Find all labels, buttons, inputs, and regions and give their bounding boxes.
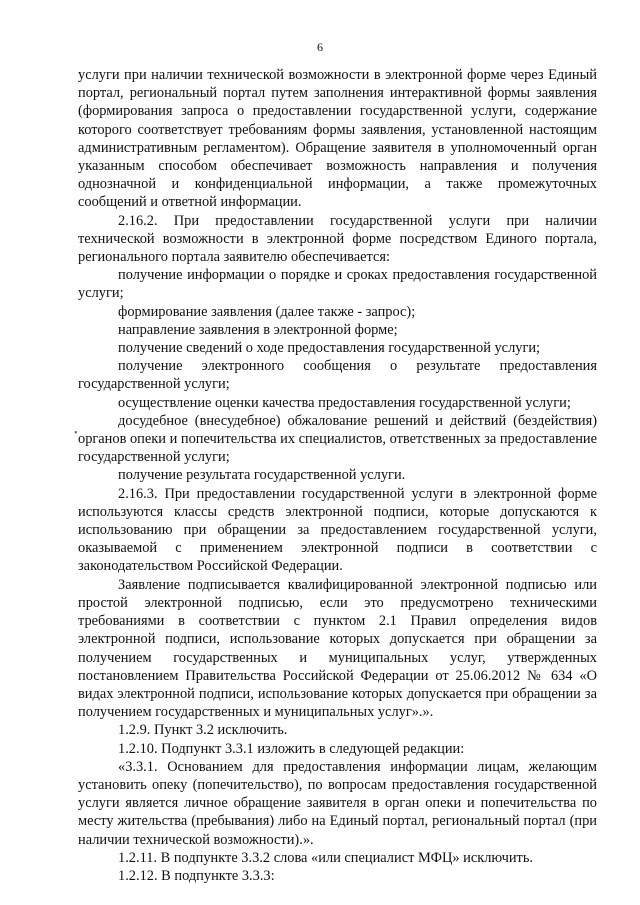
list-item: получение сведений о ходе предоставления государственной услуги; [118, 340, 541, 357]
paragraph: 2.16.3. При предоставлении государственной услуги в электронной форме используются классы средств электронной подписи, которые допускаются к использованию при обращении за предоставлением государственной услуги, оказываемой с применением электронной подписи в соответствии с законодательством Российской Федерации. [78, 485, 597, 575]
list-item: получение электронного сообщения о результате предоставления государственной услуги; [78, 358, 597, 393]
document-body [78, 66, 597, 885]
page-number: 6 [317, 40, 323, 54]
paragraph: 1.2.10. Подпункт 3.3.1 изложить в следующей редакции: [118, 740, 465, 757]
paragraph: 1.2.9. Пункт 3.2 исключить. [118, 722, 288, 739]
paragraph: «3.3.1. Основанием для предоставления информации лицам, желающим установить опеку (попечительство), по вопросам предоставления государственной услуги является личное обращение заявителя в орган опеки и попечительства по месту жительства (пребывания) либо на Единый портал, региональный портал (при наличии технической возможности).». [78, 758, 597, 848]
list-item: осуществление оценки качества предоставления государственной услуги; [118, 394, 571, 411]
list-item: получение информации о порядке и сроках предоставления государственной услуги; [78, 267, 597, 302]
list-item: досудебное (внесудебное) обжалование решений и действий (бездействия) органов опеки и попечительства их специалистов, ответственных за предоставление государственной услуги; [78, 412, 597, 466]
margin-mark: • [74, 428, 78, 439]
paragraph: 1.2.11. В подпункте 3.3.2 слова «или специалист МФЦ» исключить. [118, 849, 533, 866]
list-item: получение результата государственной услуги. [118, 467, 406, 484]
list-item: формирование заявления (далее также - запрос); [118, 303, 416, 320]
paragraph: 1.2.12. В подпункте 3.3.3: [118, 867, 275, 884]
paragraph: 2.16.2. При предоставлении государственной услуги при наличии технической возможности в электронной форме посредством Единого портала, регионального портала заявителю обеспечивается: [78, 212, 597, 266]
paragraph: услуги при наличии технической возможности в электронной форме через Единый портал, региональный портал путем заполнения интерактивной формы заявления (формирования запроса о предоставлении государственной услуги, содержание которого соответствует требованиям формы заявления, установленной настоящим административным регламентом). Обращение заявителя в уполномоченный орган указанным способом обеспечивает возможность направления и получения однозначной и конфиденциальной информации, а также промежуточных сообщений и ответной информации. [78, 67, 597, 211]
list-item: направление заявления в электронной форме; [118, 321, 398, 338]
paragraph: Заявление подписывается квалифицированной электронной подписью или простой электронной подписью, если это предусмотрено техническими требованиями в соответствии с пунктом 2.1 Правил определения видов электронной подписи, использование которых допускается при обращении за получением государственных и муниципальных услуг, утвержденных постановлением Правительства Российской Федерации от 25.06.2012 № 634 «О видах электронной подписи, использование которых допускается при обращении за получением государственных и муниципальных услуг».». [78, 576, 597, 721]
